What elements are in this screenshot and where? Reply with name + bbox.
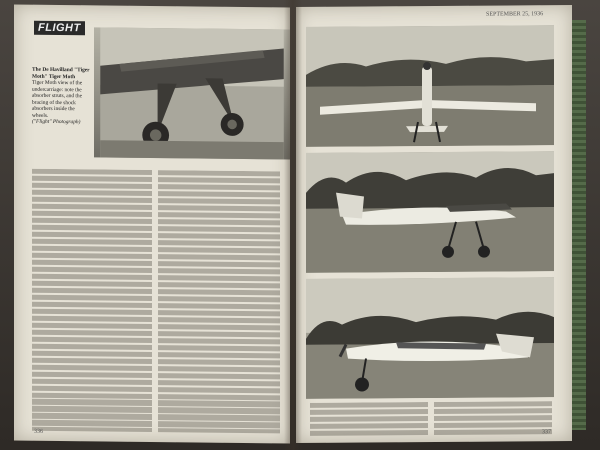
caption-text: Tiger Moth view of the undercarriage: note the absorber struts, and the bracing of the shock absorbers inside the wheels.	[32, 79, 83, 119]
right-page	[296, 5, 572, 443]
page-edge	[572, 20, 586, 430]
undercarriage-photo	[94, 27, 290, 159]
tiger-moth-three-quarter-photo	[306, 277, 554, 399]
tiger-moth-front-photo	[306, 25, 554, 147]
photo-caption	[32, 67, 90, 126]
masthead	[34, 21, 85, 36]
right-text-bottom-1	[310, 402, 428, 437]
caption-credit: ("Flight" Photograph)	[32, 118, 81, 126]
binding-gutter	[284, 0, 302, 450]
right-header-date: SEPTEMBER 25, 1936	[486, 11, 544, 18]
masthead-brand: FLIGHT	[34, 21, 85, 36]
left-page	[14, 5, 290, 444]
left-folio: 336	[34, 428, 43, 435]
right-text-bottom-2	[434, 401, 552, 436]
right-folio: 337	[542, 429, 551, 436]
left-text-column-2	[158, 170, 280, 433]
left-text-column-1	[32, 169, 152, 432]
caption-title: The De Havilland "Tiger Moth" Tiger Moth	[32, 66, 90, 80]
tiger-moth-side-photo	[306, 151, 554, 273]
